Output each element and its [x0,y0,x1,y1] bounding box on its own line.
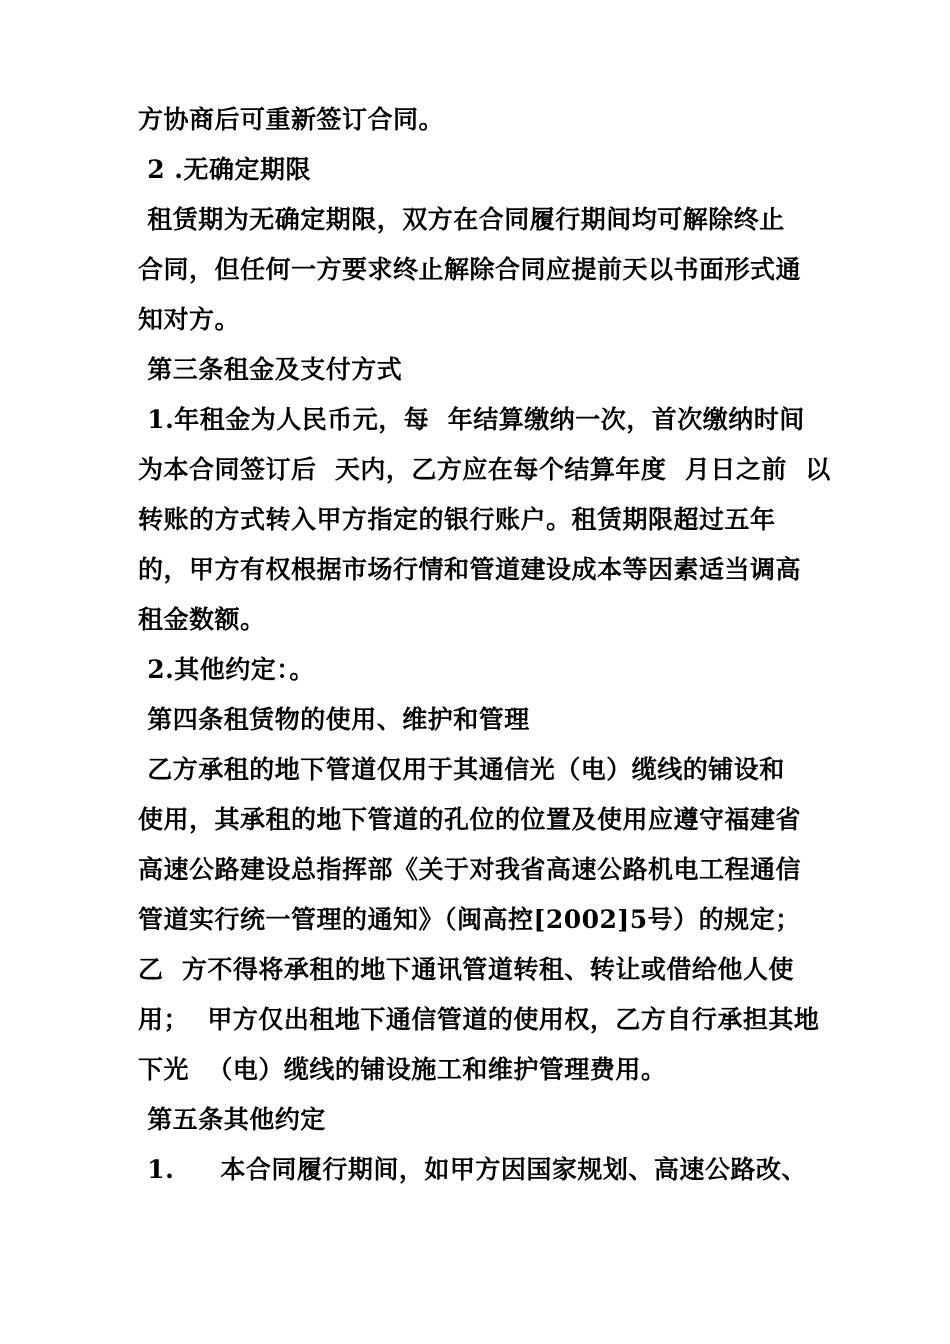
text-line: 1.年租金为人民币元，每 年结算缴纳一次，首次缴纳时间 [138,405,805,434]
text-line: 租金数额。 [138,605,266,634]
text-line: 1. 本合同履行期间，如甲方因国家规划、高速公路改、 [138,1155,807,1184]
text-line: 用； 甲方仅出租地下通信管道的使用权，乙方自行承担其地 [138,1005,820,1034]
section-heading: 第四条租赁物的使用、维护和管理 [138,705,530,734]
text-line: 合同，但任何一方要求终止解除合同应提前天以书面形式通 [138,255,802,284]
text-line: 高速公路建设总指挥部《关于对我省高速公路机电工程通信 [138,855,802,884]
text-line: 知对方。 [138,305,241,334]
text-line: 转账的方式转入甲方指定的银行账户。租赁期限超过五年 [138,505,776,534]
text-line: 乙方承租的地下管道仅用于其通信光（电）缆线的铺设和 [138,755,785,784]
text-line: 方协商后可重新签订合同。 [138,105,445,134]
text-line: 为本合同签订后 天内，乙方应在每个结算年度 月日之前 以 [138,455,831,484]
text-line: 2 .无确定期限 [138,155,312,184]
text-line: 乙 方不得将承租的地下通讯管道转租、转让或借给他人使 [138,955,794,984]
section-heading: 第五条其他约定 [138,1105,326,1134]
text-line: 的，甲方有权根据市场行情和管道建设成本等因素适当调高 [138,555,802,584]
text-line: 下光 （电）缆线的铺设施工和维护管理费用。 [138,1055,667,1084]
text-line: 管道实行统一管理的通知》（闽高控[2002]5号）的规定； [138,905,801,934]
section-heading: 第三条租金及支付方式 [138,355,403,384]
text-line: 租赁期为无确定期限，双方在合同履行期间均可解除终止 [138,205,785,234]
text-line: 使用，其承租的地下管道的孔位的位置及使用应遵守福建省 [138,805,802,834]
text-line: 2.其他约定：。 [138,655,315,684]
